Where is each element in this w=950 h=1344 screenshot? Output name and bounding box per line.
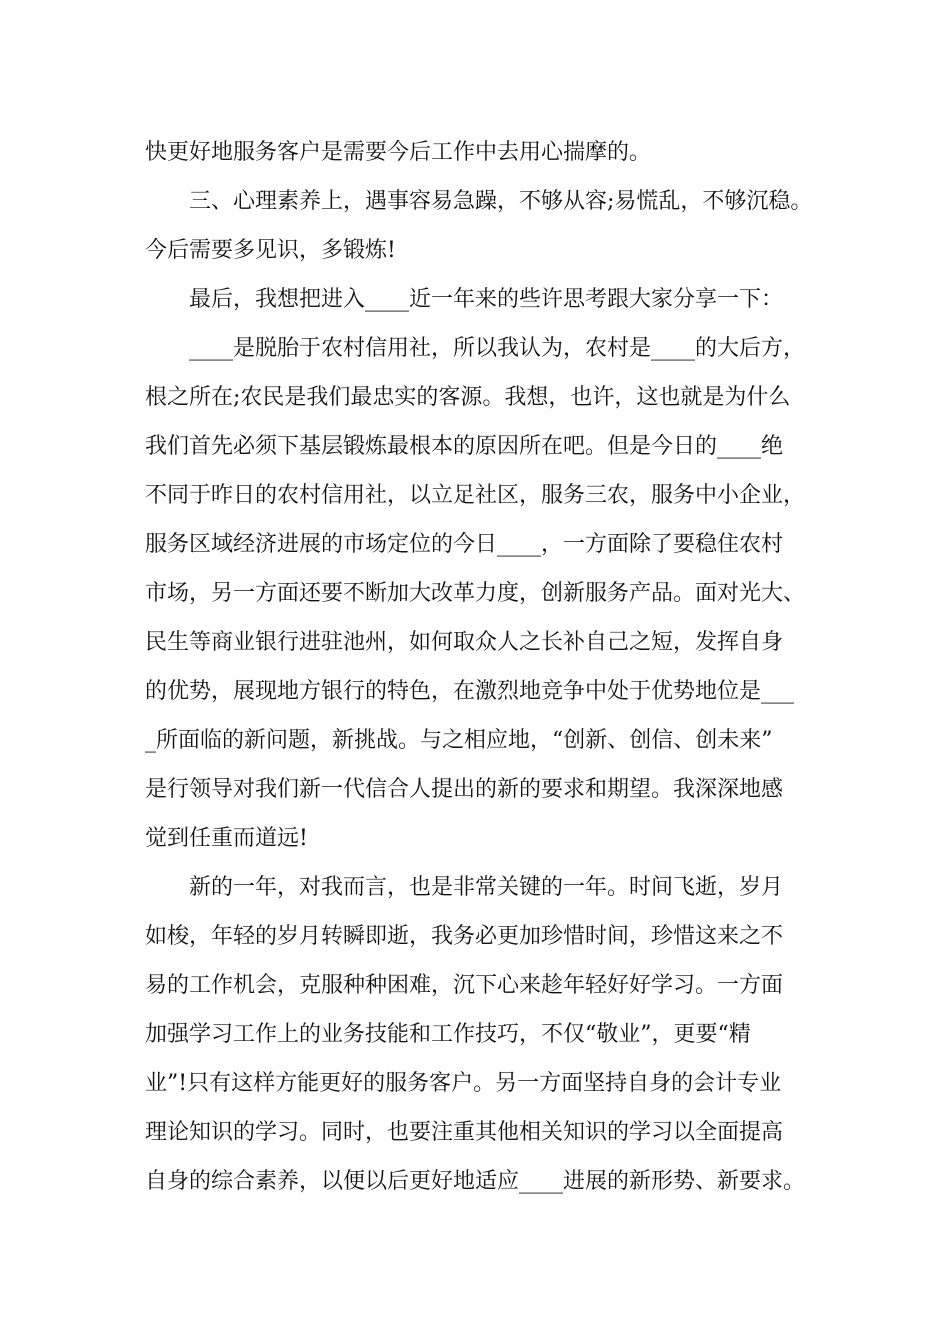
text-line: 不同于昨日的农村信用社，以立足社区，服务三农，服务中小企业，: [145, 483, 806, 508]
text-line: 是行领导对我们新一代信合人提出的新的要求和期望。我深深地感: [145, 777, 784, 802]
text-line: 觉到任重而道远!: [145, 826, 308, 851]
text-line: 市场，另一方面还要不断加大改革力度，创新服务产品。面对光大、: [145, 581, 806, 606]
text-line: 服务区域经济进展的市场定位的今日____，一方面除了要稳住农村: [145, 532, 784, 557]
text-line: ____是脱胎于农村信用社，所以我认为，农村是____的大后方，: [145, 336, 806, 361]
text-line: 快更好地服务客户是需要今后工作中去用心揣摩的。: [145, 140, 652, 165]
text-line: 最后，我想把进入____近一年来的些许思考跟大家分享一下：: [145, 287, 784, 312]
text-line: 业”!只有这样方能更好的服务客户。另一方面坚持自身的会计专业: [145, 1071, 782, 1096]
text-line: 新的一年，对我而言，也是非常关键的一年。时间飞逝，岁月: [145, 875, 784, 900]
text-line: 三、心理素养上，遇事容易急躁，不够从容;易慌乱，不够沉稳。: [145, 189, 813, 214]
text-line: 理论知识的学习。同时，也要注重其他相关知识的学习以全面提高: [145, 1120, 784, 1145]
text-line: 我们首先必须下基层锻炼最根本的原因所在吧。但是今日的____绝: [145, 434, 784, 459]
text-line: 的优势，展现地方银行的特色，在激烈地竞争中处于优势地位是___: [145, 679, 795, 704]
text-line: 加强学习工作上的业务技能和工作技巧，不仅“敬业”，更要“精: [145, 1022, 751, 1047]
text-line: 民生等商业银行进驻池州，如何取众人之长补自己之短，发挥自身: [145, 630, 784, 655]
text-line: 根之所在;农民是我们最忠实的客源。我想，也许，这也就是为什么: [145, 385, 791, 410]
text-line: 今后需要多见识，多锻炼!: [145, 238, 396, 263]
text-line: _所面临的新问题，新挑战。与之相应地，“创新、创信、创未来”: [145, 728, 773, 753]
text-line: 易的工作机会，克服种种困难，沉下心来趁年轻好好学习。一方面: [145, 973, 784, 998]
document-body: [145, 128, 835, 1206]
text-line: 自身的综合素养，以便以后更好地适应____进展的新形势、新要求。: [145, 1169, 806, 1194]
text-line: 如梭，年轻的岁月转瞬即逝，我务必更加珍惜时间，珍惜这来之不: [145, 924, 784, 949]
